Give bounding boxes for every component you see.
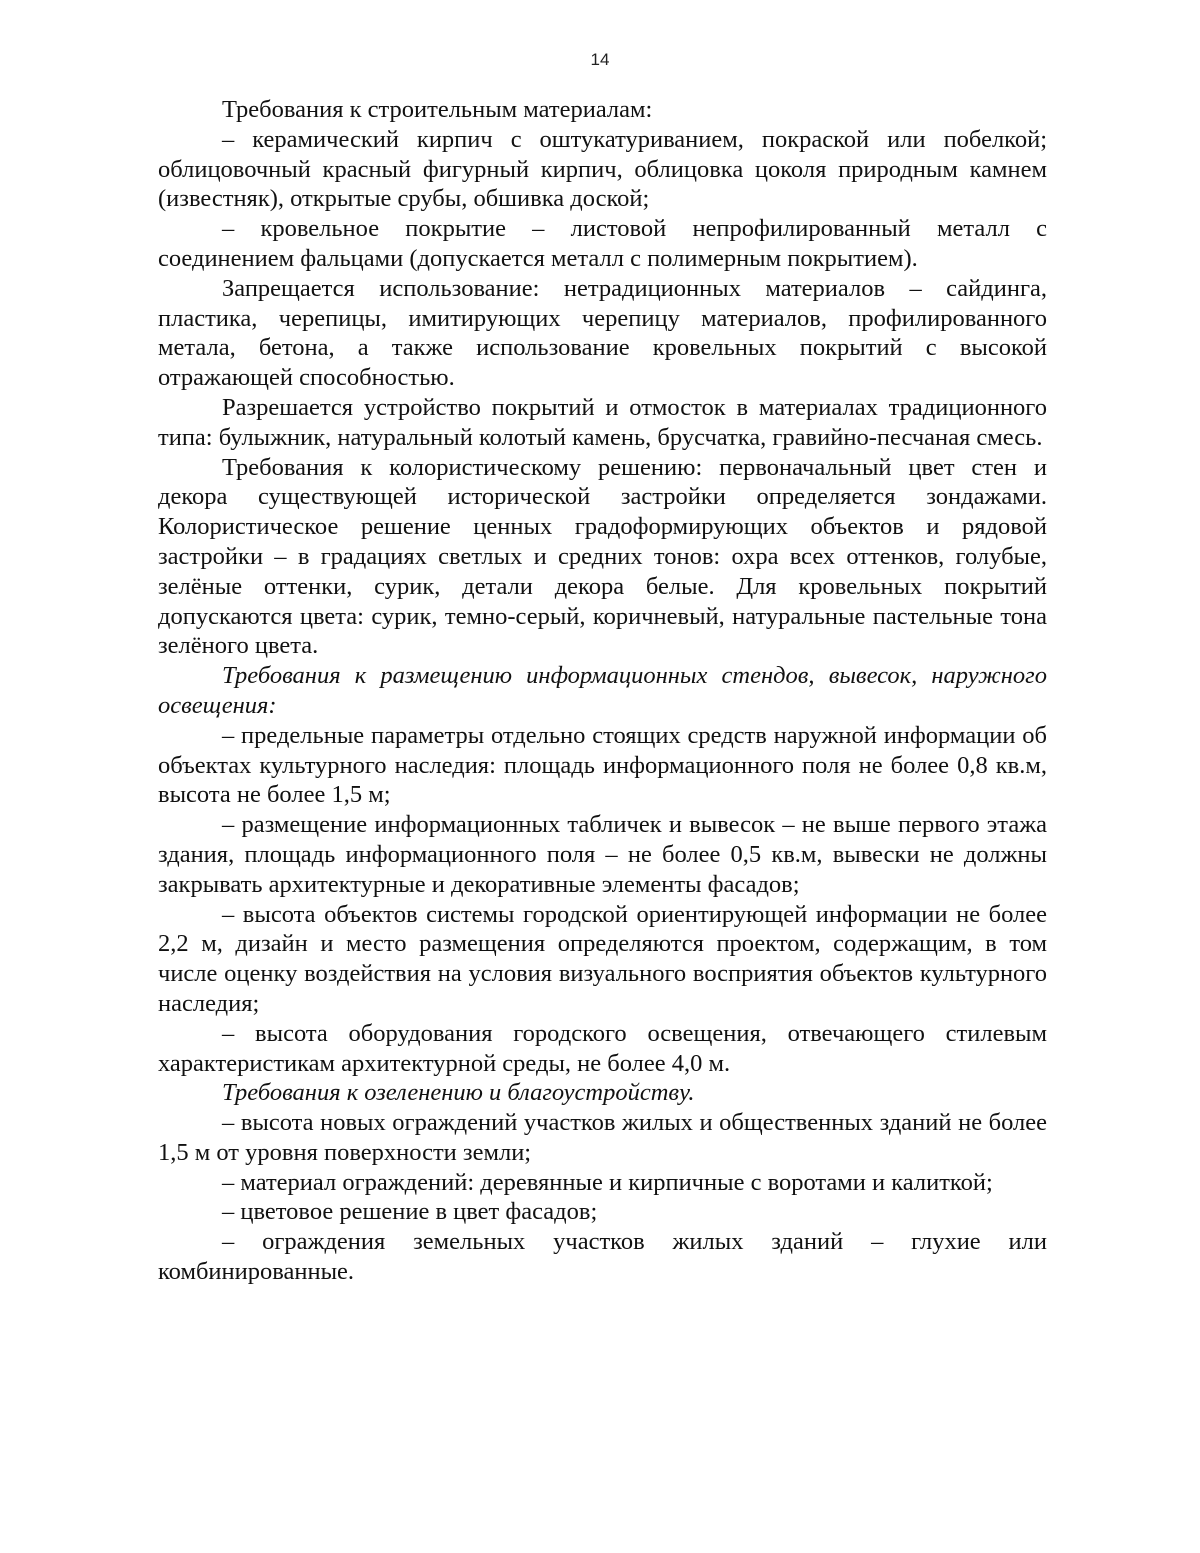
- paragraph-standalone-signs: – предельные параметры отдельно стоящих средств наружной информации об объектах культурного наследия: площадь информационного поля не более 0,8 кв.м, высота не более 1,5 м;: [158, 721, 1047, 809]
- paragraph-allowed-paving: Разрешается устройство покрытий и отмосток в материалах традиционного типа: булыжник, натуральный колотый камень, брусчатка, гравийно-песчаная смесь.: [158, 393, 1047, 451]
- paragraph-roofing-requirements: – кровельное покрытие – листовой непрофилированный металл с соединением фальцами (допускается металл с полимерным покрытием).: [158, 215, 1047, 272]
- paragraph-fence-color: – цветовое решение в цвет фасадов;: [222, 1198, 598, 1226]
- paragraph-lighting-height: – высота оборудования городского освещения, отвечающего стилевым характеристикам архитектурной среды, не более 4,0 м.: [158, 1019, 1047, 1077]
- paragraph-materials-heading: Требования к строительным материалам:: [222, 96, 653, 123]
- paragraph-fence-height: – высота новых ограждений участков жилых и общественных зданий не более 1,5 м от уровня поверхности земли;: [158, 1109, 1047, 1166]
- paragraph-color-requirements: Требования к колористическому решению: первоначальный цвет стен и декора существующей исторической застройки определяется зондажами. Колористическое решение ценных градоформирующих объектов и рядовой застройки – в градациях светлых и средних тонов: охра всех оттенков, голубые, зелёные оттенки, сурик, детали декора белые. Для кровельных покрытий допускаются цвета: сурик, темно-серый, коричневый, натуральные пастельные тона зелёного цвета.: [158, 453, 1047, 660]
- paragraph-orientation-info: – высота объектов системы городской ориентирующей информации не более 2,2 м, дизайн и место размещения определяются проектом, содержащим, в том числе оценку воздействия на условия визуального восприятия объектов культурного наследия;: [158, 900, 1047, 1017]
- paragraph-fence-material: – материал ограждений: деревянные и кирпичные с воротами и калиткой;: [222, 1168, 993, 1196]
- document-body: [158, 95, 1047, 1287]
- paragraph-brick-requirements: – керамический кирпич с оштукатуриванием, покраской или побелкой; облицовочный красный фигурный кирпич, облицовка цоколя природным камнем (известняк), открытые срубы, обшивка доской;: [158, 125, 1047, 213]
- paragraph-fence-type: – ограждения земельных участков жилых зданий – глухие или комбинированные.: [158, 1228, 1047, 1286]
- paragraph-landscaping-heading: Требования к озеленению и благоустройству.: [222, 1079, 695, 1107]
- page-number: 14: [590, 50, 610, 69]
- paragraph-signage-heading: Требования к размещению информационных стендов, вывесок, наружного освещения:: [158, 662, 1047, 719]
- paragraph-prohibited-materials: Запрещается использование: нетрадиционных материалов – сайдинга, пластика, черепицы, имитирующих черепицу материалов, профилированного метала, бетона, а также использование кровельных покрытий с высокой отражающей способностью.: [158, 274, 1047, 392]
- paragraph-plaques-signboards: – размещение информационных табличек и вывесок – не выше первого этажа здания, площадь информационного поля – не более 0,5 кв.м, вывески не должны закрывать архитектурные и декоративные элементы фасадов;: [158, 811, 1047, 898]
